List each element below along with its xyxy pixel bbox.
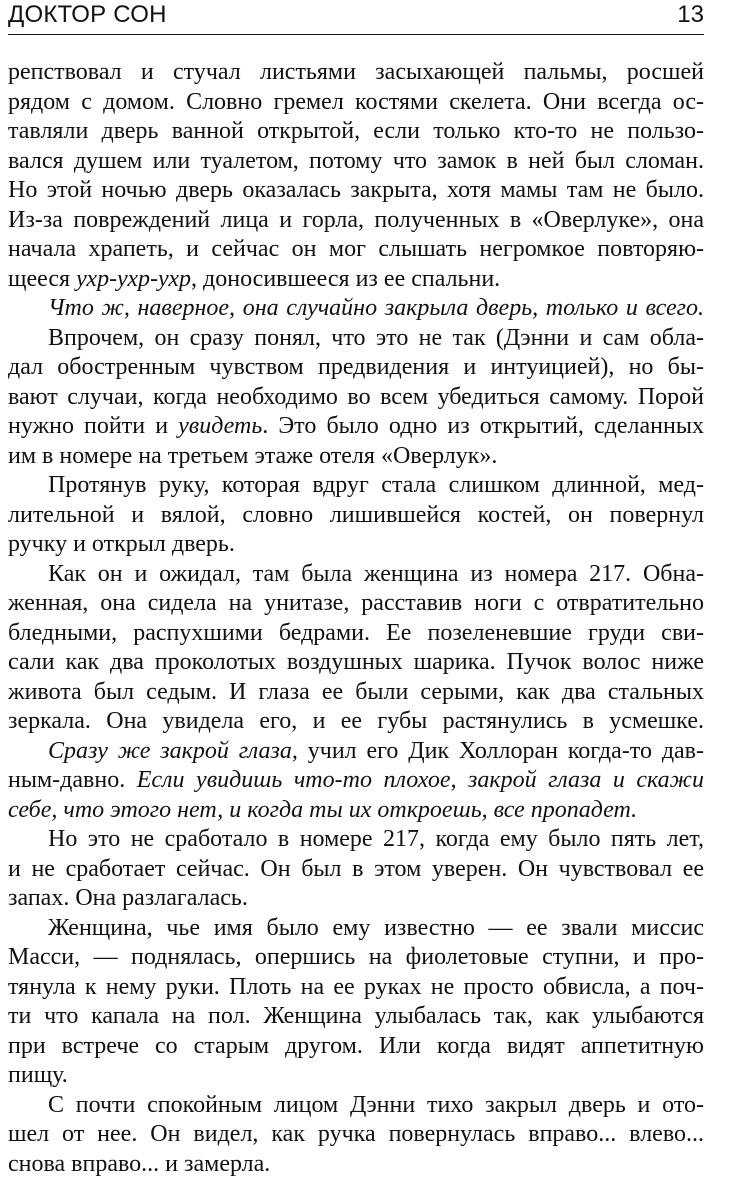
text-line: репствовал и стучал листьями засыхающей пальмы, росшей <box>8 59 704 85</box>
text-line <box>8 766 704 796</box>
text-line: и не сработает сейчас. Он был в этом уверен. Он чувствовал ее <box>8 855 704 882</box>
text-line: себе, что этого нет, и когда ты их откроешь, все пропадет. <box>8 796 638 823</box>
running-head <box>8 0 704 35</box>
text-run: нужно пойти и <box>8 413 179 439</box>
text-line: запах. Она разлагалась. <box>8 885 248 911</box>
text-line: вают случаи, когда необходимо во всем убедиться самому. Порой <box>8 383 704 410</box>
text-line: Что ж, наверное, она случайно закрыла дверь, только и всего. <box>48 295 704 321</box>
text-line: дал обостренным чувством предвидения и интуицией), но бы- <box>8 354 704 380</box>
text-run: , доносившееся из ее спальни. <box>191 265 501 292</box>
text-line: С почти спокойным лицом Дэнни тихо закрыл дверь и ото- <box>48 1091 704 1118</box>
page-number: 13 <box>677 1 704 28</box>
text-line: начала храпеть, и сейчас он мог слышать негромкое повторяю- <box>8 236 704 262</box>
text-line: при встрече со старым другом. Или когда видят аппетитную <box>8 1032 704 1059</box>
text-line: сали как два проколотых воздушных шарика. Пучок волос ниже <box>8 649 704 675</box>
text-line: вался душем или туалетом, потому что замок в ней был сломан. <box>8 147 704 174</box>
text-line: Впрочем, он сразу понял, что это не так (Дэнни и сам обла- <box>48 324 704 351</box>
text-line: Масси, — поднялась, опершись на фиолетовые ступни, и про- <box>8 944 704 970</box>
text-run: . Это было одно из открытий, сделанных <box>262 413 704 439</box>
text-line: Но это не сработало в номере 217, когда ему было пять лет, <box>48 826 704 852</box>
text-line: тянула к нему руки. Плоть на ее руках не просто обвисла, а поч- <box>8 973 704 1000</box>
italic-text: Если увидишь что-то плохое, закрой глаза и скажи <box>136 767 705 793</box>
text-line <box>8 412 704 442</box>
text-line: ручку и открыл дверь. <box>8 531 235 557</box>
text-line: живота был седым. И глаза ее были серыми, как два стальных <box>8 678 704 705</box>
text-line: ти что капала на пол. Женщина улыбалась так, как улыбаются <box>8 1003 704 1029</box>
text-line: рядом с домом. Словно гремел костями скелета. Они всегда ос- <box>8 88 704 115</box>
italic-text: Сразу же закрой глаза, <box>48 737 298 764</box>
text-line: тавляли дверь ванной открытой, если только кто-то не пользо- <box>8 118 704 144</box>
text-line: Но этой ночью дверь оказалась закрыта, хотя мамы там не было. <box>8 177 704 203</box>
text-line: бледными, распухшими бедрами. Ее позеленевшие груди сви- <box>8 619 704 646</box>
text-line: им в номере на третьем этаже отеля «Оверлук». <box>8 442 498 469</box>
text-line <box>8 737 704 767</box>
text-line: зеркала. Она увидела его, и ее губы растянулись в усмешке. <box>8 708 704 734</box>
italic-text: ухр-ухр-ухр <box>76 265 192 292</box>
text-line: пищу. <box>8 1062 68 1088</box>
text-run: ным-давно. <box>8 767 137 793</box>
text-run: учил его Дик Холлоран когда-то дав- <box>297 737 705 764</box>
text-line: шел от нее. Он видел, как ручка повернулась вправо... влево... <box>8 1121 704 1147</box>
text-line: снова вправо... и замерла. <box>8 1150 271 1177</box>
text-line: женная, она сидела на унитазе, расставив ноги с отвратительно <box>8 590 704 616</box>
text-line: лительной и вялой, словно лишившейся костей, он повернул <box>8 501 704 528</box>
book-title: ДОКТОР СОН <box>8 1 167 28</box>
text-line: Как он и ожидал, там была женщина из номера 217. Обна- <box>48 560 704 587</box>
text-run: щееся <box>8 265 77 292</box>
italic-text: увидеть <box>178 413 263 439</box>
text-line <box>8 265 704 295</box>
text-line: Женщина, чье имя было ему известно — ее звали миссис <box>48 914 704 941</box>
text-line: Протянув руку, которая вдруг стала слишком длинной, мед- <box>48 472 704 498</box>
text-line: Из-за повреждений лица и горла, полученных в «Оверлуке», она <box>8 206 704 233</box>
body-text <box>8 58 704 1179</box>
